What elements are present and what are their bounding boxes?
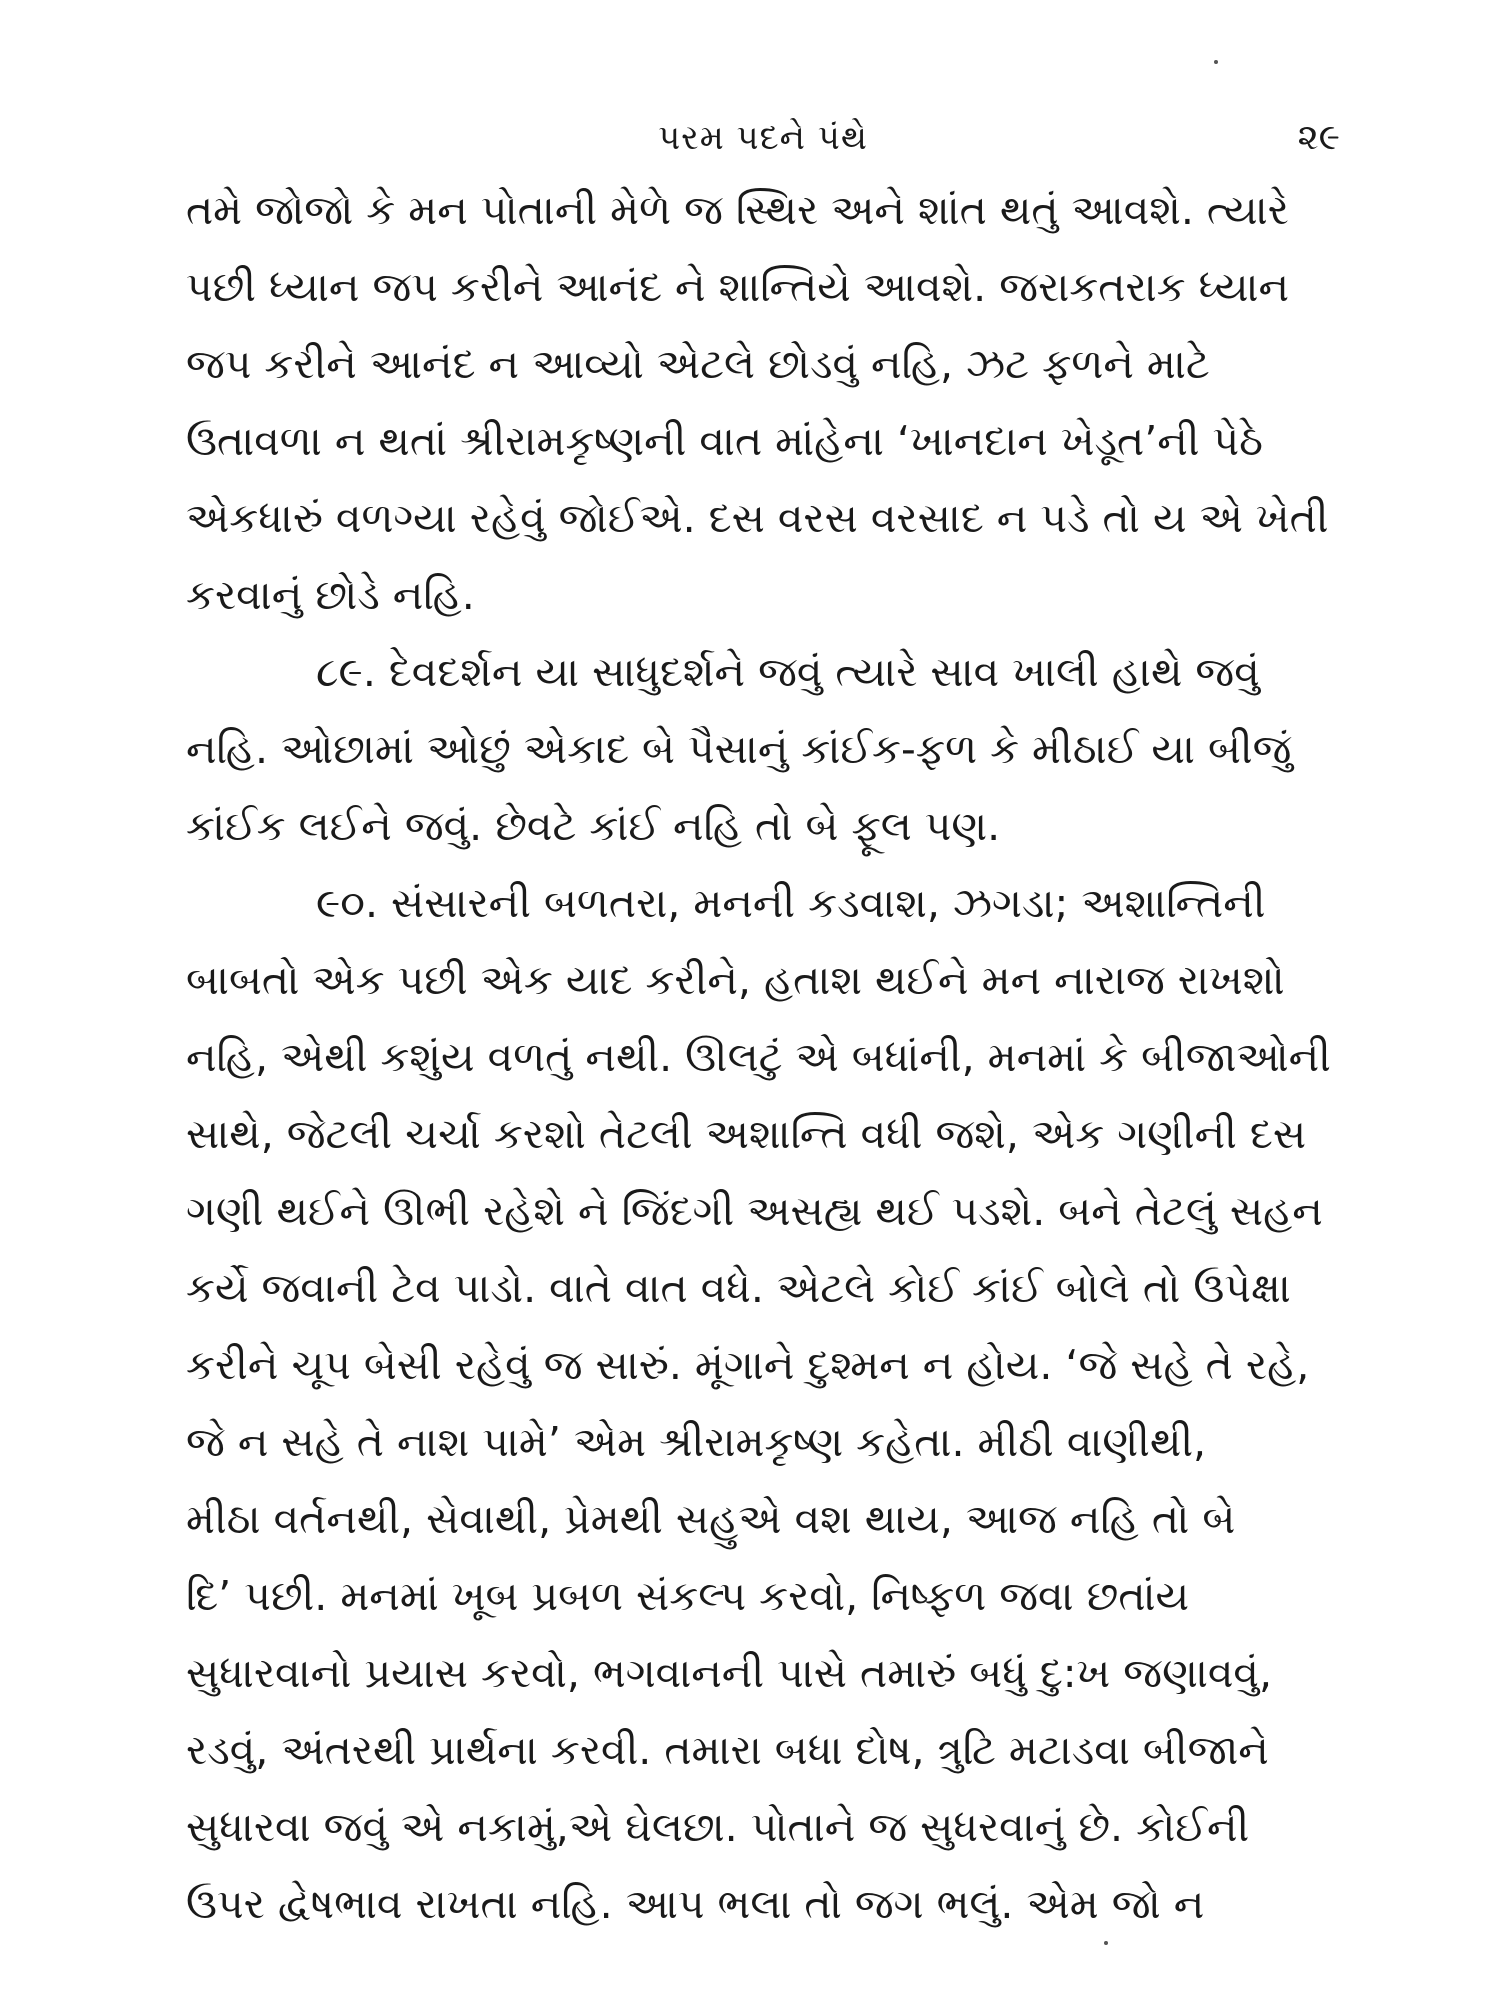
text-line: કરવાનું છોડે નહિ. <box>186 571 475 619</box>
text-line: એકધારું વળગ્યા રહેવું જોઈએ. દસ વરસ વરસાદ ન પડે તો ય એ ખેતી <box>186 494 1329 542</box>
text-line: નહિ. ઓછામાં ઓછું એકાદ બે પૈસાનું કાંઈક-ફળ કે મીઠાઈ યા બીજું <box>186 725 1292 773</box>
text-line: રડવું, અંતરથી પ્રાર્થના કરવી. તમારા બધા દોષ, ત્રુટિ મટાડવા બીજાને <box>186 1726 1269 1774</box>
text-line: કર્યે જવાની ટેવ પાડો. વાતે વાત વધે. એટલે કોઈ કાંઈ બોલે તો ઉપેક્ષા <box>186 1264 1291 1312</box>
text-line: કરીને ચૂપ બેસી રહેવું જ સારું. મૂંગાને દુશ્મન ન હોય. ‘જે સહે તે રહે, <box>186 1341 1310 1389</box>
text-line: ઉપર દ્વેષભાવ રાખતા નહિ. આપ ભલા તો જગ ભલું. એમ જો ન <box>186 1880 1205 1928</box>
text-line: કાંઈક લઈને જવું. છેવટે કાંઈ નહિ તો બે ફૂલ પણ. <box>186 802 1001 850</box>
text-line: બાબતો એક પછી એક યાદ કરીને, હતાશ થઈને મન નારાજ રાખશો <box>186 956 1285 1004</box>
text-line: સુધારવા જવું એ નકામું,એ ઘેલછા. પોતાને જ સુધરવાનું છે. કોઈની <box>186 1803 1250 1851</box>
print-speck <box>1104 1941 1108 1945</box>
text-line: દિ’ પછી. મનમાં ખૂબ પ્રબળ સંકલ્પ કરવો, નિષ્ફળ જવા છતાંય <box>186 1572 1190 1620</box>
text-line: સાથે, જેટલી ચર્ચા કરશો તેટલી અશાન્તિ વધી જશે, એક ગણીની દસ <box>186 1110 1307 1158</box>
text-line: જપ કરીને આનંદ ન આવ્યો એટલે છોડવું નહિ, ઝટ ફળને માટે <box>186 340 1210 388</box>
text-line: સુધારવાનો પ્રયાસ કરવો, ભગવાનની પાસે તમારું બધું દુ:ખ જણાવવું, <box>186 1649 1272 1697</box>
text-line: તમે જોજો કે મન પોતાની મેળે જ સ્થિર અને શાંત થતું આવશે. ત્યારે <box>186 186 1289 234</box>
page-number: ૨૯ <box>1297 117 1340 158</box>
text-line: પછી ધ્યાન જપ કરીને આનંદ ને શાન્તિયે આવશે. જરાકતરાક ધ્યાન <box>186 263 1290 311</box>
body-text <box>186 172 1340 1943</box>
text-line: ગણી થઈને ઊભી રહેશે ને જિંદગી અસહ્ય થઈ પડશે. બને તેટલું સહન <box>186 1187 1323 1235</box>
paragraph-90-start: ૯૦. સંસારની બળતરા, મનની કડવાશ, ઝગડા; અશાન્તિની <box>316 879 1266 927</box>
running-title: પરમ પદને પંથે <box>658 118 868 158</box>
text-line: ઉતાવળા ન થતાં શ્રીરામકૃષ્ણની વાત માંહેના ‘ખાનદાન ખેડૂત’ની પેઠે <box>186 417 1264 465</box>
print-speck <box>1214 60 1218 64</box>
paragraph-89-start: ૮૯. દેવદર્શન યા સાધુદર્શને જવું ત્યારે સાવ ખાલી હાથે જવું <box>316 648 1260 696</box>
text-line: નહિ, એથી કશુંય વળતું નથી. ઊલટું એ બધાંની, મનમાં કે બીજાઓની <box>186 1033 1331 1081</box>
running-header <box>186 108 1340 168</box>
text-line: જે ન સહે તે નાશ પામે’ એમ શ્રીરામકૃષ્ણ કહેતા. મીઠી વાણીથી, <box>186 1418 1207 1466</box>
text-line: મીઠા વર્તનથી, સેવાથી, પ્રેમથી સહુએ વશ થાય, આજ નહિ તો બે <box>186 1495 1236 1543</box>
